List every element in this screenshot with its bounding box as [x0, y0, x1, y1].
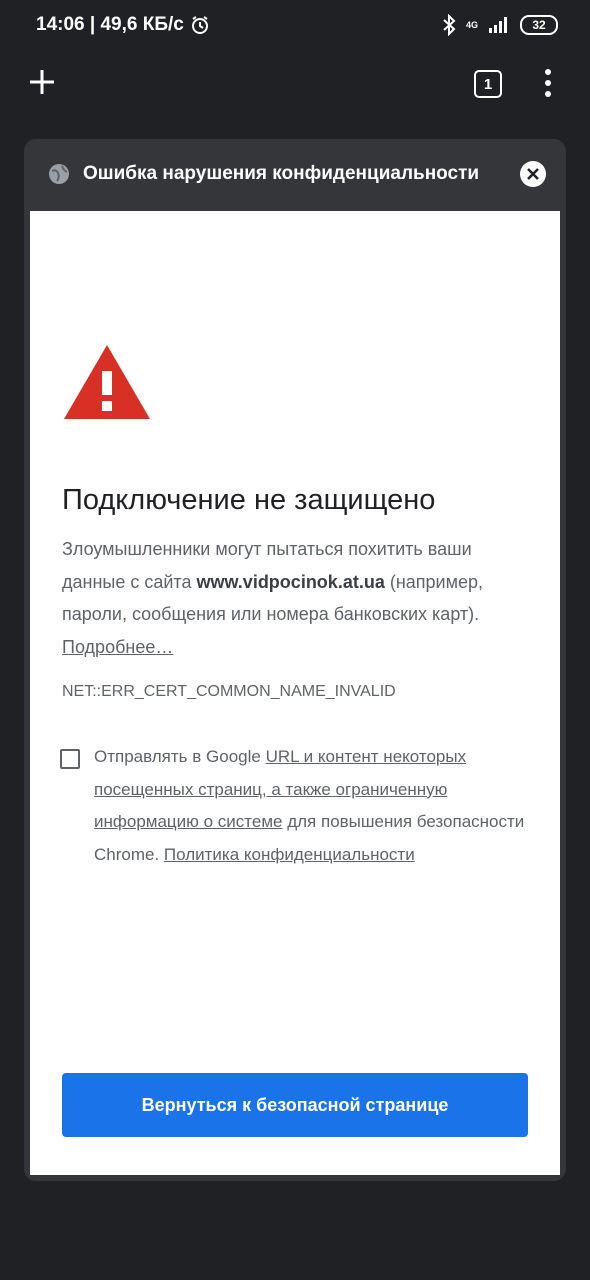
bluetooth-icon: [442, 14, 456, 36]
tab-count: 1: [483, 75, 493, 93]
warning-icon: [62, 343, 152, 421]
page-title: Подключение не защищено: [62, 484, 436, 516]
tab-card-header: [24, 139, 566, 211]
status-time-speed: 14:06 | 49,6 КБ/с: [36, 14, 184, 35]
tab-switcher-button[interactable]: [474, 70, 502, 98]
alarm-icon: [190, 15, 210, 35]
error-code: NET::ERR_CERT_COMMON_NAME_INVALID: [62, 683, 396, 700]
battery-icon: [520, 15, 558, 35]
status-right: [442, 14, 558, 36]
tab-card[interactable]: [24, 139, 566, 1181]
more-options-icon[interactable]: [538, 68, 558, 98]
battery-level: 32: [532, 18, 546, 32]
warning-description: [62, 533, 532, 663]
network-type: 4G: [465, 20, 478, 30]
privacy-policy-link[interactable]: Политика конфиденциальности: [163, 844, 415, 864]
interstitial-page: [30, 211, 560, 1175]
signal-icon: [488, 16, 510, 34]
status-bar: [0, 0, 590, 52]
description-prefix: Злоумышленники могут пытаться похитить ваши данные с сайта: [62, 539, 472, 592]
optin-prefix: Отправлять в Google: [94, 747, 266, 766]
globe-icon: [48, 163, 70, 185]
new-tab-plus-icon[interactable]: [28, 68, 56, 96]
description-suffix: (например, пароли, сообщения или номера банковских карт).: [62, 571, 483, 624]
optin-middle: для повышения безопасности Chrome.: [94, 812, 525, 864]
optin-details-link[interactable]: URL и контент некоторых посещенных страниц, а также ограниченную информацию о системе: [94, 747, 467, 831]
back-to-safety-button[interactable]: Вернуться к безопасной странице: [62, 1073, 528, 1137]
status-left: [36, 14, 210, 36]
close-tab-button[interactable]: [520, 161, 546, 187]
learn-more-link[interactable]: Подробнее…: [62, 636, 174, 657]
optin-text: [94, 741, 528, 871]
site-domain: www.vidpocinok.at.ua: [196, 571, 385, 592]
optin-checkbox[interactable]: [60, 749, 80, 769]
tab-card-title: Ошибка нарушения конфиденциальности: [83, 163, 480, 184]
close-icon: [527, 168, 539, 180]
